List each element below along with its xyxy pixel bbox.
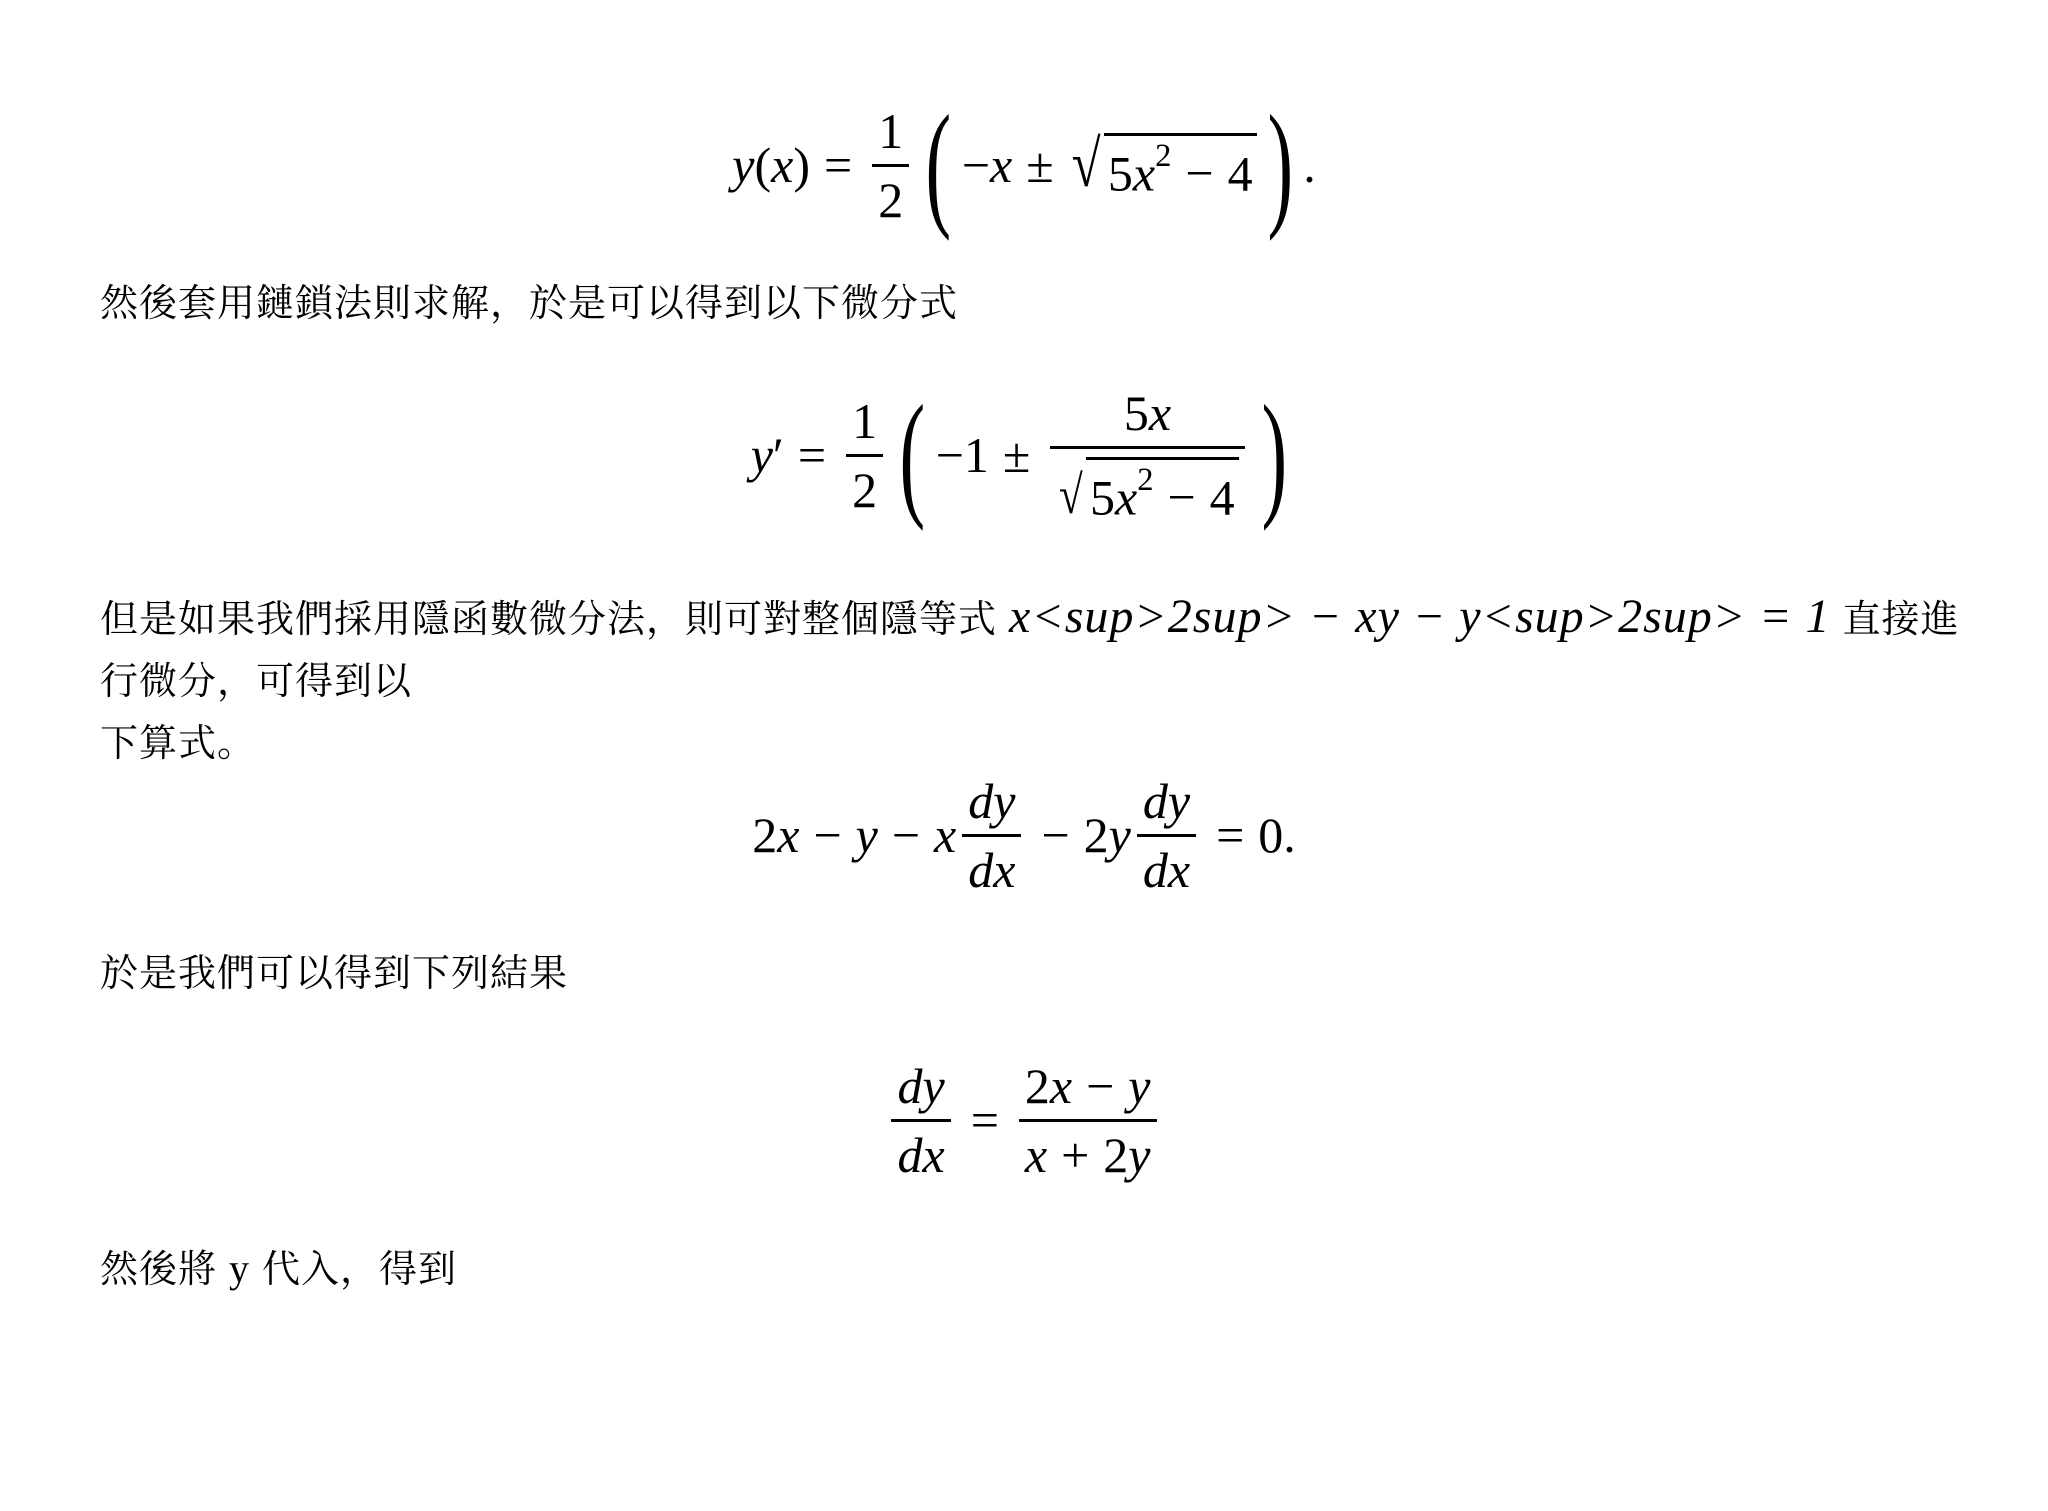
paragraph-implicit-diff bbox=[100, 586, 1980, 774]
substitute-text-2: 代入，得到 bbox=[262, 1247, 458, 1291]
substitute-text-1: 然後將 bbox=[100, 1247, 218, 1291]
paragraph-chain-rule: 然後套用鏈鎖法則求解，於是可以得到以下微分式 bbox=[100, 281, 959, 325]
equation-differentiated: 2 x − y − x $\frac{dy}{dx}$ − 2 y $\frac{dy}{dx}$ = 0. bbox=[752, 772, 1296, 898]
implicit-diff-text-3: 下算式。 bbox=[100, 721, 257, 765]
paragraph-substitute bbox=[100, 1238, 1980, 1300]
equation-y-of-x: y ( x ) = $\frac{1}{2}$ ( − x ± √ $5x^2 - 4$ ) . bbox=[732, 87, 1316, 242]
equation-dy-dx: $\frac{dy}{dx}$ = $\frac{2x - y}{x + 2y}$ bbox=[0, 1055, 2048, 1185]
substitute-variable: y bbox=[229, 1246, 251, 1291]
implicit-diff-text-1: 但是如果我們採用隱函數微分法，則可對整個隱等式 bbox=[100, 597, 998, 641]
paragraph-result: 於是我們可以得到下列結果 bbox=[100, 951, 569, 995]
implicit-diff-text-2: 直接進行微分，可得到以 bbox=[100, 597, 1960, 703]
inline-equation: x<sup>2sup> − xy − y<sup>2sup> = 1 bbox=[1009, 590, 1831, 643]
equation-y-prime: y ′ = $\frac{1}{2}$ ( −1 ± 5x √ $5x^2 - 4$ ) bbox=[750, 377, 1287, 532]
